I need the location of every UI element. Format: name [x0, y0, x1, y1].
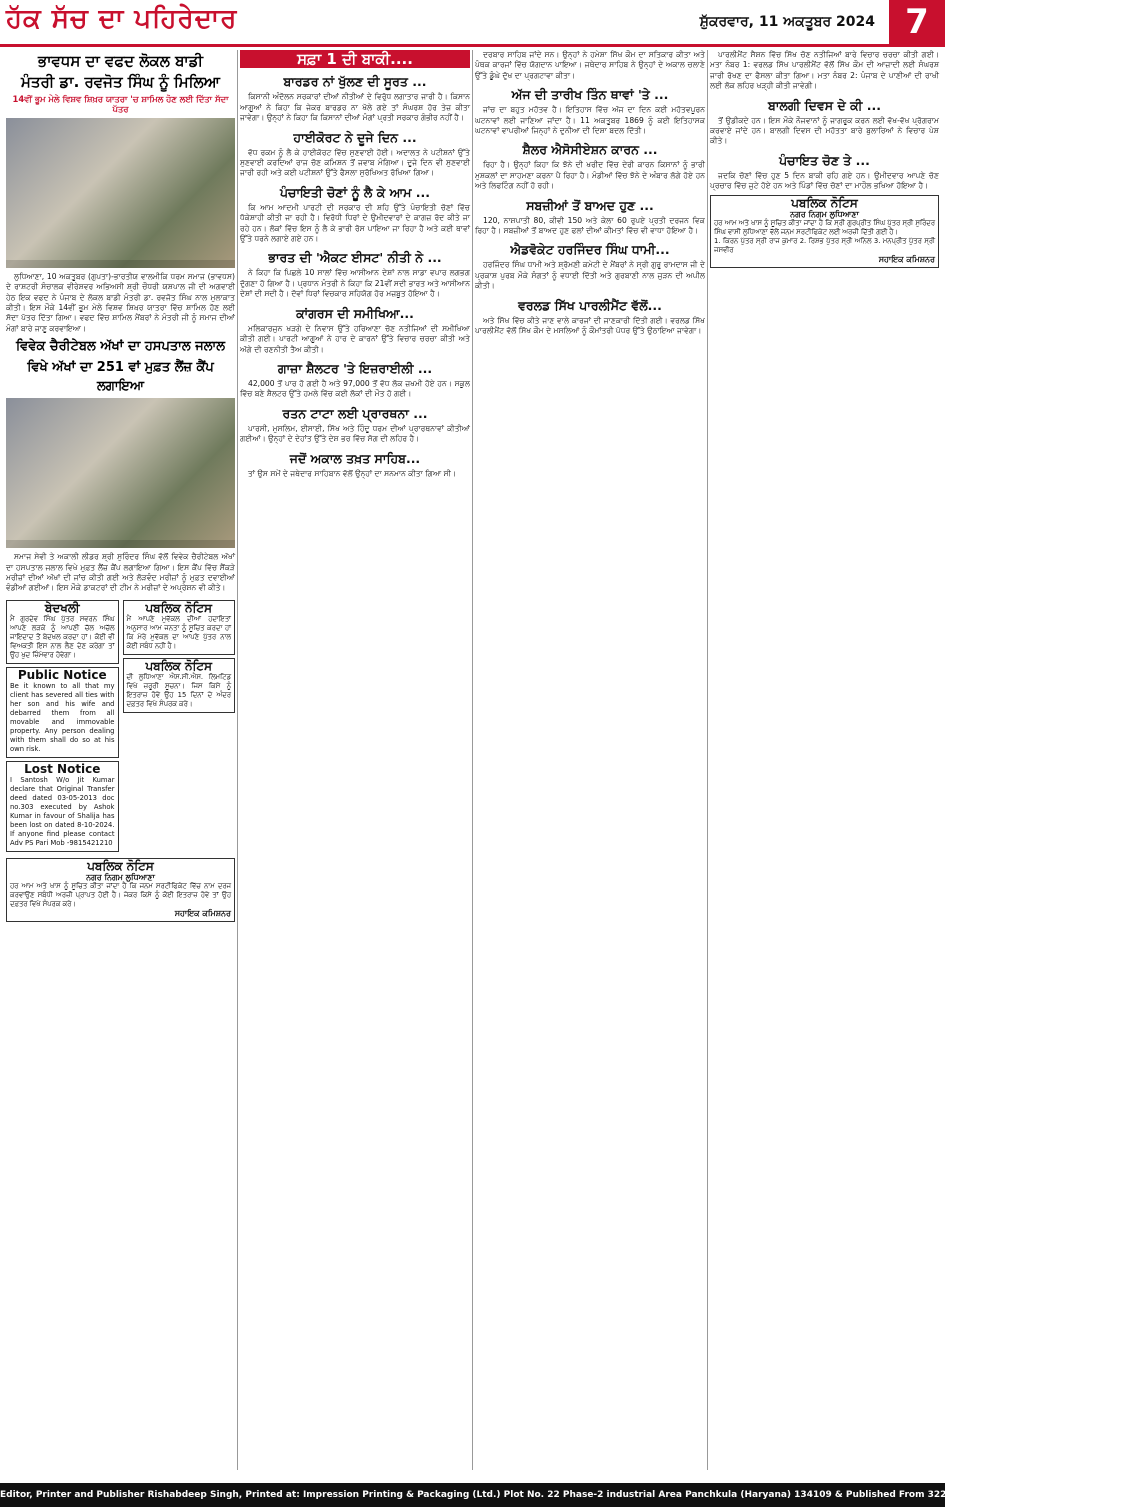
notice-text: ਦੀ ਲੁਧਿਆਣਾ ਐਸ.ਸੀ.ਐਸ. ਲਿਮਟਿਡ ਵਿਖੇ ਜ਼ਰੂਰੀ ਸੂਚਨਾ। ਜਿਸ ਕਿਸੇ ਨੂੰ ਇਤਰਾਜ਼ ਹੋਵੇ ਉਹ 15 ਦਿਨਾਂ ਦੇ ਅੰਦਰ ਦਫ਼ਤਰ ਵਿਖੇ ਸੰਪਰਕ ਕਰੇ। — [126, 672, 231, 708]
classified-notice — [6, 858, 235, 922]
notice-text: I Santosh W/o Jit Kumar declare that Original Transfer deed dated 03-05-2013 doc no.303 executed by Ashok Kumar in favour of Shalija has been lost on dated 8-10-2024. If anyone find please contact Adv PS Pari Mob -9815421210 — [10, 775, 115, 847]
article-body: ਅਤੇ ਸਿੱਖ ਵਿੱਚ ਕੀਤੇ ਜਾਣ ਵਾਲੇ ਕਾਰਜਾਂ ਦੀ ਜਾਣਕਾਰੀ ਦਿੱਤੀ ਗਈ। ਵਰਲਡ ਸਿੱਖ ਪਾਰਲੀਮੈਂਟ ਵੱਲੋਂ ਸਿੱਖ ਕੌਮ ਦੇ ਮਸਲਿਆਂ ਨੂੰ ਕੌਮਾਂਤਰੀ ਪੱਧਰ ਉੱਤੇ ਉਠਾਇਆ ਜਾਵੇਗਾ। — [475, 315, 705, 336]
article-body: ਸਮਾਜ ਸੇਵੀ ਤੇ ਅਕਾਲੀ ਲੀਡਰ ਸ਼੍ਰੀ ਸੁਰਿੰਦਰ ਸਿੰਘ ਵੱਲੋਂ ਵਿਵੇਕ ਚੈਰੀਟੇਬਲ ਅੱਖਾਂ ਦਾ ਹਸਪਤਾਲ ਜਲਾਲ ਵਿਖੇ ਮੁਫ਼ਤ ਲੈਂਜ਼ ਕੈਂਪ ਲਗਾਇਆ ਗਿਆ। ਇਸ ਕੈਂਪ ਵਿੱਚ ਸੈਂਕੜੇ ਮਰੀਜ਼ਾਂ ਦੀਆਂ ਅੱਖਾਂ ਦੀ ਜਾਂਚ ਕੀਤੀ ਗਈ ਅਤੇ ਲੋੜਵੰਦ ਮਰੀਜ਼ਾਂ ਨੂੰ ਮੁਫ਼ਤ ਦਵਾਈਆਂ ਵੰਡੀਆਂ ਗਈਆਂ। ਇਸ ਮੌਕੇ ਡਾਕਟਰਾਂ ਦੀ ਟੀਮ ਨੇ ਮਰੀਜ਼ਾਂ ਦੇ ਅਪ੍ਰੇਸ਼ਨ ਵੀ ਕੀਤੇ। — [6, 552, 235, 593]
notice-title: ਪਬਲਿਕ ਨੋਟਿਸ — [87, 858, 154, 873]
classified-notice — [123, 658, 236, 713]
imprint-footer: Editor, Printer and Publisher Rishabdeep Singh, Printed at: Impression Printing & Packaging (Ltd.) Plot No. 22 Phase-2 industrial Area Panchkula (Haryana) 134109 & Published From 3223, First Floor, Sector-35D, Chandigarh — [0, 1483, 945, 1507]
column-divider — [707, 50, 708, 1470]
headline: ਰਤਨ ਟਾਟਾ ਲਈ ਪ੍ਰਾਰਥਨਾ ... — [282, 405, 428, 421]
article-body: 120, ਨਾਸ਼ਪਾਤੀ 80, ਕੀਵੀ 150 ਅਤੇ ਕੇਲਾ 60 ਰੁਪਏ ਪ੍ਰਤੀ ਦਰਜਨ ਵਿਕ ਰਿਹਾ ਹੈ। ਸਬਜ਼ੀਆਂ ਤੋਂ ਬਾਅਦ ਹੁਣ ਫਲਾਂ ਦੀਆਂ ਕੀਮਤਾਂ ਵਿੱਚ ਵੀ ਵਾਧਾ ਹੋਇਆ ਹੈ। — [475, 215, 705, 236]
headline: ਹਾਈਕੋਰਟ ਨੇ ਦੂਜੇ ਦਿਨ ... — [293, 129, 417, 145]
headline: ਸ਼ੈਲਰ ਐਸੋਸੀਏਸ਼ਨ ਕਾਰਨ ... — [522, 142, 658, 158]
article-body: ਵੱਧ ਰਕਮ ਨੂੰ ਲੈ ਕੇ ਹਾਈਕੋਰਟ ਵਿੱਚ ਸੁਣਵਾਈ ਹੋਈ। ਅਦਾਲਤ ਨੇ ਪਟੀਸ਼ਨਾਂ ਉੱਤੇ ਸੁਣਵਾਈ ਕਰਦਿਆਂ ਰਾਜ ਚੋਣ ਕਮਿਸ਼ਨ ਤੋਂ ਜਵਾਬ ਮੰਗਿਆ। ਦੂਜੇ ਦਿਨ ਵੀ ਸੁਣਵਾਈ ਜਾਰੀ ਰਹੀ ਅਤੇ ਕਈ ਪਟੀਸ਼ਨਾਂ ਉੱਤੇ ਫੈਸਲਾ ਸੁਰੱਖਿਅਤ ਰੱਖਿਆ ਗਿਆ। — [240, 147, 470, 178]
article-body: ਪਾਰਲੀਮੈਂਟ ਸੈਸ਼ਨ ਵਿੱਚ ਸਿੱਖ ਚੋਣ ਨਤੀਜਿਆਂ ਬਾਰੇ ਵਿਚਾਰ ਚਰਚਾ ਕੀਤੀ ਗਈ। ਮਤਾ ਨੰਬਰ 1: ਵਰਲਡ ਸਿੱਖ ਪਾਰਲੀਮੈਂਟ ਵੱਲੋਂ ਸਿੱਖ ਕੌਮ ਦੀ ਆਜ਼ਾਦੀ ਲਈ ਸੰਘਰਸ਼ ਜਾਰੀ ਰੱਖਣ ਦਾ ਫੈਸਲਾ ਕੀਤਾ ਗਿਆ। ਮਤਾ ਨੰਬਰ 2: ਪੰਜਾਬ ਦੇ ਪਾਣੀਆਂ ਦੀ ਰਾਖੀ ਲਈ ਲੋਕ ਲਹਿਰ ਖੜ੍ਹੀ ਕੀਤੀ ਜਾਵੇਗੀ। — [710, 50, 939, 91]
classified-notice — [6, 761, 119, 852]
notice-title: ਪਬਲਿਕ ਨੋਟਿਸ — [145, 600, 213, 615]
continued-banner: ਸਫ਼ਾ 1 ਦੀ ਬਾਕੀ.... — [240, 50, 470, 68]
issue-date: ਸ਼ੁੱਕਰਵਾਰ, 11 ਅਕਤੂਬਰ 2024 — [699, 14, 875, 30]
page-number: 7 — [889, 0, 945, 44]
notice-title: ਪਬਲਿਕ ਨੋਟਿਸ — [791, 195, 858, 210]
article-body: ਤੋਂ ਉਡੀਕਦੇ ਹਨ। ਇਸ ਮੌਕੇ ਨੌਜਵਾਨਾਂ ਨੂੰ ਜਾਗਰੂਕ ਕਰਨ ਲਈ ਵੱਖ-ਵੱਖ ਪ੍ਰੋਗਰਾਮ ਕਰਵਾਏ ਜਾਂਦੇ ਹਨ। ਬਾਲਗੀ ਦਿਵਸ ਦੀ ਮਹੱਤਤਾ ਬਾਰੇ ਬੁਲਾਰਿਆਂ ਨੇ ਵਿਚਾਰ ਪੇਸ਼ ਕੀਤੇ। — [710, 115, 939, 146]
headline: ਵਿਵੇਕ ਚੈਰੀਟੇਬਲ ਅੱਖਾਂ ਦਾ ਹਸਪਤਾਲ ਜਲਾਲ — [16, 339, 225, 355]
notice-text: ਹਰ ਆਮ ਅਤੇ ਖਾਸ ਨੂੰ ਸੂਚਿਤ ਕੀਤਾ ਜਾਂਦਾ ਹੈ ਕਿ ਸ੍ਰੀ ਗੁਰਪ੍ਰੀਤ ਸਿੰਘ ਪੁੱਤਰ ਸ੍ਰੀ ਸੁਰਿੰਦਰ ਸਿੰਘ ਵਾਸੀ ਲੁਧਿਆਣਾ ਵੱਲੋਂ ਜਨਮ ਸਰਟੀਫਿਕੇਟ ਲਈ ਅਰਜ਼ੀ ਦਿੱਤੀ ਗਈ ਹੈ। — [714, 218, 935, 236]
article-body: ਹਰਜਿੰਦਰ ਸਿੰਘ ਧਾਮੀ ਅਤੇ ਸ਼੍ਰੋਮਣੀ ਕਮੇਟੀ ਦੇ ਮੈਂਬਰਾਂ ਨੇ ਸ੍ਰੀ ਗੁਰੂ ਰਾਮਦਾਸ ਜੀ ਦੇ ਪ੍ਰਕਾਸ਼ ਪੁਰਬ ਮੌਕੇ ਸੰਗਤਾਂ ਨੂੰ ਵਧਾਈ ਦਿੱਤੀ ਅਤੇ ਗੁਰਬਾਣੀ ਨਾਲ ਜੁੜਨ ਦੀ ਅਪੀਲ ਕੀਤੀ। — [475, 260, 705, 291]
headline: ਸਬਜ਼ੀਆਂ ਤੋਂ ਬਾਅਦ ਹੁਣ ... — [526, 197, 654, 213]
news-photo — [6, 398, 235, 548]
headline: ਅੱਜ ਦੀ ਤਾਰੀਖ ਤਿੰਨ ਥਾਵਾਂ 'ਤੇ ... — [511, 87, 669, 103]
headline: ਪੰਚਾਇਤੀ ਚੋਣਾਂ ਨੂੰ ਲੈ ਕੇ ਆਮ ... — [279, 184, 431, 200]
column-divider — [472, 50, 473, 1470]
notice-title: Public Notice — [17, 667, 107, 682]
notice-title: ਬੇਦਖਲੀ — [44, 600, 80, 615]
notice-list: 1. ਕਿਰਨ ਪੁੱਤਰ ਸ੍ਰੀ ਰਾਜ ਕੁਮਾਰ 2. ਰਿਸ਼ਭ ਪੁੱਤਰ ਸ੍ਰੀ ਅਨਿਲ 3. ਮਨਪ੍ਰੀਤ ਪੁੱਤਰ ਸ੍ਰੀ ਜਸਵੀਰ — [714, 236, 935, 254]
notice-text: Be it known to all that my client has severed all ties with her son and his wife and debarred them from all movable and immovable property. Any person dealing with them shall do so at his own risk. — [10, 681, 115, 753]
classified-notice — [710, 195, 939, 268]
article-body: ਜਦਕਿ ਚੋਣਾਂ ਵਿੱਚ ਹੁਣ 5 ਦਿਨ ਬਾਕੀ ਰਹਿ ਗਏ ਹਨ। ਉਮੀਦਵਾਰ ਆਪਣੇ ਚੋਣ ਪ੍ਰਚਾਰ ਵਿੱਚ ਜੁਟੇ ਹੋਏ ਹਨ ਅਤੇ ਪਿੰਡਾਂ ਵਿੱਚ ਚੋਣਾਂ ਦਾ ਮਾਹੌਲ ਭਖਿਆ ਹੋਇਆ ਹੈ। — [710, 170, 939, 191]
article-body: ਜਾਂਚ ਦਾ ਬਹੁਤ ਮਹੱਤਵ ਹੈ। ਇਤਿਹਾਸ ਵਿੱਚ ਅੱਜ ਦਾ ਦਿਨ ਕਈ ਮਹੱਤਵਪੂਰਨ ਘਟਨਾਵਾਂ ਲਈ ਜਾਣਿਆ ਜਾਂਦਾ ਹੈ। 11 ਅਕਤੂਬਰ 1869 ਨੂੰ ਕਈ ਇਤਿਹਾਸਕ ਘਟਨਾਵਾਂ ਵਾਪਰੀਆਂ ਜਿਨ੍ਹਾਂ ਨੇ ਦੁਨੀਆ ਦੀ ਦਿਸ਼ਾ ਬਦਲ ਦਿੱਤੀ। — [475, 105, 705, 136]
classified-notice — [123, 600, 236, 655]
notice-title: ਪਬਲਿਕ ਨੋਟਿਸ — [145, 658, 213, 673]
notice-signature: ਸਹਾਇਕ ਕਮਿਸ਼ਨਰ — [878, 254, 935, 264]
article-body: ਪਾਰਸੀ, ਮੁਸਲਿਮ, ਈਸਾਈ, ਸਿੱਖ ਅਤੇ ਹਿੰਦੂ ਧਰਮ ਦੀਆਂ ਪ੍ਰਾਰਥਨਾਵਾਂ ਕੀਤੀਆਂ ਗਈਆਂ। ਉਨ੍ਹਾਂ ਦੇ ਦੇਹਾਂਤ ਉੱਤੇ ਦੇਸ਼ ਭਰ ਵਿੱਚ ਸੋਗ ਦੀ ਲਹਿਰ ਹੈ। — [240, 423, 470, 444]
masthead — [0, 0, 945, 47]
column-1 — [6, 50, 235, 1475]
article-body: ਕਿ ਆਮ ਆਦਮੀ ਪਾਰਟੀ ਦੀ ਸਰਕਾਰ ਦੀ ਸ਼ਹਿ ਉੱਤੇ ਪੰਚਾਇਤੀ ਚੋਣਾਂ ਵਿੱਚ ਧੱਕੇਸ਼ਾਹੀ ਕੀਤੀ ਜਾ ਰਹੀ ਹੈ। ਵਿਰੋਧੀ ਧਿਰਾਂ ਦੇ ਉਮੀਦਵਾਰਾਂ ਦੇ ਕਾਗਜ਼ ਰੱਦ ਕੀਤੇ ਜਾ ਰਹੇ ਹਨ। ਲੋਕਾਂ ਵਿੱਚ ਇਸ ਨੂੰ ਲੈ ਕੇ ਭਾਰੀ ਰੋਸ ਪਾਇਆ ਜਾ ਰਿਹਾ ਹੈ ਅਤੇ ਕਈ ਥਾਵਾਂ ਉੱਤੇ ਧਰਨੇ ਲਗਾਏ ਗਏ ਹਨ। — [240, 202, 470, 244]
headline: ਬਾਰਡਰ ਨਾਂ ਖੁੱਲਣ ਦੀ ਸੂਰਤ ... — [283, 74, 427, 90]
article-body: ਮਲਿਕਾਰਜੁਨ ਖੜਗੇ ਦੇ ਨਿਵਾਸ ਉੱਤੇ ਹਰਿਆਣਾ ਚੋਣ ਨਤੀਜਿਆਂ ਦੀ ਸਮੀਖਿਆ ਕੀਤੀ ਗਈ। ਪਾਰਟੀ ਆਗੂਆਂ ਨੇ ਹਾਰ ਦੇ ਕਾਰਨਾਂ ਉੱਤੇ ਵਿਚਾਰ ਚਰਚਾ ਕੀਤੀ ਅਤੇ ਅੱਗੇ ਦੀ ਰਣਨੀਤੀ ਤੈਅ ਕੀਤੀ। — [240, 323, 470, 354]
headline: ਕਾਂਗਰਸ ਦੀ ਸਮੀਖਿਆ... — [296, 305, 414, 321]
headline: ਵਿਖੇ ਅੱਖਾਂ ਦਾ 251 ਵਾਂ ਮੁਫ਼ਤ ਲੈਂਜ਼ ਕੈਂਪ ਲਗਾਇਆ — [27, 360, 214, 395]
column-4 — [710, 50, 939, 1475]
article-body: ਨੇ ਕਿਹਾ ਕਿ ਪਿਛਲੇ 10 ਸਾਲਾਂ ਵਿੱਚ ਆਸੀਆਨ ਦੇਸ਼ਾਂ ਨਾਲ ਸਾਡਾ ਵਪਾਰ ਲਗਭਗ ਦੁੱਗਣਾ ਹੋ ਗਿਆ ਹੈ। ਪ੍ਰਧਾਨ ਮੰਤਰੀ ਨੇ ਕਿਹਾ ਕਿ 21ਵੀਂ ਸਦੀ ਭਾਰਤ ਅਤੇ ਆਸੀਆਨ ਦੇਸ਼ਾਂ ਦੀ ਸਦੀ ਹੈ। ਦੋਵਾਂ ਧਿਰਾਂ ਵਿਚਕਾਰ ਸਹਿਯੋਗ ਹੋਰ ਮਜ਼ਬੂਤ ਹੋਇਆ ਹੈ। — [240, 268, 470, 299]
classified-notice — [6, 667, 119, 758]
newspaper-title: ਹੱਕ ਸੱਚ ਦਾ ਪਹਿਰੇਦਾਰ — [6, 4, 238, 34]
notice-text: ਮੈਂ ਆਪਣੇ ਮੁਵੱਕਲ ਦੀਆਂ ਹਦਾਇਤਾਂ ਅਨੁਸਾਰ ਆਮ ਜਨਤਾ ਨੂੰ ਸੂਚਿਤ ਕਰਦਾ ਹਾਂ ਕਿ ਮੇਰੇ ਮੁਵੱਕਲ ਦਾ ਆਪਣੇ ਪੁੱਤਰ ਨਾਲ ਕੋਈ ਸਬੰਧ ਨਹੀਂ ਹੈ। — [126, 614, 231, 650]
article-body: ਲੁਧਿਆਣਾ, 10 ਅਕਤੂਬਰ (ਗੁਪਤਾ)-ਭਾਰਤੀਯ ਵਾਲਮੀਕਿ ਧਰਮ ਸਮਾਜ (ਭਾਵਧਸ) ਦੇ ਰਾਸ਼ਟਰੀ ਸੰਚਾਲਕ ਵੀਰੇਸ਼ਵਰ ਅਭਿਅਸੀ ਸ਼੍ਰੀ ਚੌਧਰੀ ਯਸ਼ਪਾਲ ਜੀ ਦੀ ਅਗਵਾਈ ਹੇਠ ਇਕ ਵਫਦ ਨੇ ਪੰਜਾਬ ਦੇ ਲੋਕਲ ਬਾਡੀ ਮੰਤਰੀ ਡਾ. ਰਵਜੋਤ ਸਿੰਘ ਨਾਲ ਮੁਲਾਕਾਤ ਕੀਤੀ। ਇਸ ਮੌਕੇ 14ਵੀਂ ਭੂਮ ਮੇਲੇ ਵਿਸ਼ਵ ਸ਼ਿਖ਼ਰ ਯਾਤਰਾ ਵਿੱਚ ਸ਼ਾਮਿਲ ਹੋਣ ਲਈ ਸੱਦਾ ਪੱਤਰ ਦਿੱਤਾ ਗਿਆ। ਵਫਦ ਵਿੱਚ ਸ਼ਾਮਿਲ ਮੈਂਬਰਾਂ ਨੇ ਮੰਤਰੀ ਜੀ ਨੂੰ ਸਮਾਜ ਦੀਆਂ ਮੰਗਾਂ ਬਾਰੇ ਜਾਣੂ ਕਰਵਾਇਆ। — [6, 271, 235, 333]
column-2 — [240, 50, 470, 1475]
headline: ਵਰਲਡ ਸਿੱਖ ਪਾਰਲੀਮੈਂਟ ਵੱਲੋਂ... — [518, 297, 662, 313]
column-divider — [237, 50, 238, 1470]
article-body: ਰਿਹਾ ਹੈ। ਉਨ੍ਹਾਂ ਕਿਹਾ ਕਿ ਝੋਨੇ ਦੀ ਖਰੀਦ ਵਿੱਚ ਦੇਰੀ ਕਾਰਨ ਕਿਸਾਨਾਂ ਨੂੰ ਭਾਰੀ ਮੁਸ਼ਕਲਾਂ ਦਾ ਸਾਹਮਣਾ ਕਰਨਾ ਪੈ ਰਿਹਾ ਹੈ। ਮੰਡੀਆਂ ਵਿੱਚ ਝੋਨੇ ਦੇ ਅੰਬਾਰ ਲੱਗੇ ਹੋਏ ਹਨ ਅਤੇ ਲਿਫਟਿੰਗ ਨਹੀਂ ਹੋ ਰਹੀ। — [475, 160, 705, 191]
headline: ਭਾਵਧਸ ਦਾ ਵਫਦ ਲੋਕਲ ਬਾਡੀ — [38, 52, 203, 70]
article-body: ਤਾਂ ਉਸ ਸਮੇਂ ਦੇ ਜਥੇਦਾਰ ਸਾਹਿਬਾਨ ਵੱਲੋਂ ਉਨ੍ਹਾਂ ਦਾ ਸਨਮਾਨ ਕੀਤਾ ਗਿਆ ਸੀ। — [248, 468, 457, 478]
notice-issuer: ਨਗਰ ਨਿਗਮ ਲੁਧਿਆਣਾ — [86, 872, 155, 882]
headline: ਐਡਵੋਕੇਟ ਹਰਜਿੰਦਰ ਸਿੰਘ ਧਾਮੀ... — [510, 242, 670, 258]
headline: ਪੰਚਾਇਤ ਚੋਣ ਤੇ ... — [779, 152, 870, 168]
headline: ਜਦੋਂ ਅਕਾਲ ਤਖ਼ਤ ਸਾਹਿਬ... — [289, 450, 421, 466]
headline: ਮੰਤਰੀ ਡਾ. ਰਵਜੋਤ ਸਿੰਘ ਨੂੰ ਮਿਲਿਆ — [21, 73, 220, 91]
classified-row — [6, 597, 235, 855]
article-body: ਕਿਸਾਨੀ ਅੰਦੋਲਨ ਸਰਕਾਰਾਂ ਦੀਆਂ ਨੀਤੀਆਂ ਦੇ ਵਿਰੁੱਧ ਲਗਾਤਾਰ ਜਾਰੀ ਹੈ। ਕਿਸਾਨ ਆਗੂਆਂ ਨੇ ਕਿਹਾ ਕਿ ਜੇਕਰ ਬਾਰਡਰ ਨਾ ਖੋਲੇ ਗਏ ਤਾਂ ਸੰਘਰਸ਼ ਹੋਰ ਤੇਜ਼ ਕੀਤਾ ਜਾਵੇਗਾ। ਉਨ੍ਹਾਂ ਨੇ ਕਿਹਾ ਕਿ ਕਿਸਾਨਾਂ ਦੀਆਂ ਮੰਗਾਂ ਪ੍ਰਤੀ ਸਰਕਾਰ ਗੰਭੀਰ ਨਹੀਂ ਹੈ। — [240, 92, 470, 123]
news-photo — [6, 118, 235, 268]
notice-text: ਹਰ ਆਮ ਅਤੇ ਖਾਸ ਨੂੰ ਸੂਚਿਤ ਕੀਤਾ ਜਾਂਦਾ ਹੈ ਕਿ ਜਨਮ ਸਰਟੀਫਿਕੇਟ ਵਿੱਚ ਨਾਮ ਦਰਜ ਕਰਵਾਉਣ ਸਬੰਧੀ ਅਰਜ਼ੀ ਪ੍ਰਾਪਤ ਹੋਈ ਹੈ। ਜੇਕਰ ਕਿਸੇ ਨੂੰ ਕੋਈ ਇਤਰਾਜ਼ ਹੋਵੇ ਤਾਂ ਉਹ ਦਫ਼ਤਰ ਵਿਖੇ ਸੰਪਰਕ ਕਰੇ। — [10, 881, 231, 908]
notice-title: Lost Notice — [24, 761, 101, 776]
article-body: 42,000 ਤੋਂ ਪਾਰ ਹੋ ਗਈ ਹੈ ਅਤੇ 97,000 ਤੋਂ ਵੱਧ ਲੋਕ ਜ਼ਖਮੀ ਹੋਏ ਹਨ। ਸਕੂਲ ਵਿੱਚ ਬਣੇ ਸ਼ੈਲਟਰ ਉੱਤੇ ਹਮਲੇ ਵਿੱਚ ਕਈ ਲੋਕਾਂ ਦੀ ਮੌਤ ਹੋ ਗਈ। — [240, 378, 470, 399]
headline: ਭਾਰਤ ਦੀ 'ਐਕਟ ਈਸਟ' ਨੀਤੀ ਨੇ ... — [268, 250, 442, 266]
column-3 — [475, 50, 705, 1475]
notice-text: ਮੈਂ ਗੁਰਦੇਵ ਸਿੰਘ ਪੁੱਤਰ ਸਵਰਨ ਸਿੰਘ ਆਪਣੇ ਲੜਕੇ ਨੂੰ ਆਪਣੀ ਚੱਲ ਅਚੱਲ ਜਾਇਦਾਦ ਤੋਂ ਬੇਦਖਲ ਕਰਦਾ ਹਾਂ। ਕੋਈ ਵੀ ਵਿਅਕਤੀ ਇਸ ਨਾਲ ਲੈਣ ਦੇਣ ਕਰੇਗਾ ਤਾਂ ਉਹ ਖੁਦ ਜ਼ਿੰਮੇਵਾਰ ਹੋਵੇਗਾ। — [10, 614, 115, 659]
subheadline: 14ਵੀਂ ਭੂਮ ਮੇਲੇ ਵਿਸ਼ਵ ਸ਼ਿਖ਼ਰ ਯਾਤਰਾ 'ਚ ਸ਼ਾਮਿਲ ਹੋਣ ਲਈ ਦਿੱਤਾ ਸੱਦਾ ਪੱਤਰ — [12, 94, 229, 115]
article-body: ਦਰਬਾਰ ਸਾਹਿਬ ਜਾਂਦੇ ਸਨ। ਉਨ੍ਹਾਂ ਨੇ ਹਮੇਸ਼ਾ ਸਿੱਖ ਕੌਮ ਦਾ ਸਤਿਕਾਰ ਕੀਤਾ ਅਤੇ ਪੰਥਕ ਕਾਰਜਾਂ ਵਿੱਚ ਯੋਗਦਾਨ ਪਾਇਆ। ਜਥੇਦਾਰ ਸਾਹਿਬ ਨੇ ਉਨ੍ਹਾਂ ਦੇ ਅਕਾਲ ਚਲਾਣੇ ਉੱਤੇ ਡੂੰਘੇ ਦੁੱਖ ਦਾ ਪ੍ਰਗਟਾਵਾ ਕੀਤਾ। — [475, 50, 705, 80]
headline: ਗਾਜ਼ਾ ਸ਼ੈਲਟਰ 'ਤੇ ਇਜ਼ਰਾਈਲੀ ... — [277, 360, 433, 376]
notice-signature: ਸਹਾਇਕ ਕਮਿਸ਼ਨਰ — [174, 908, 231, 918]
classified-notice — [6, 600, 119, 664]
notice-issuer: ਨਗਰ ਨਿਗਮ ਲੁਧਿਆਣਾ — [790, 209, 859, 219]
headline: ਬਾਲਗੀ ਦਿਵਸ ਦੇ ਕੀ ... — [768, 97, 881, 113]
